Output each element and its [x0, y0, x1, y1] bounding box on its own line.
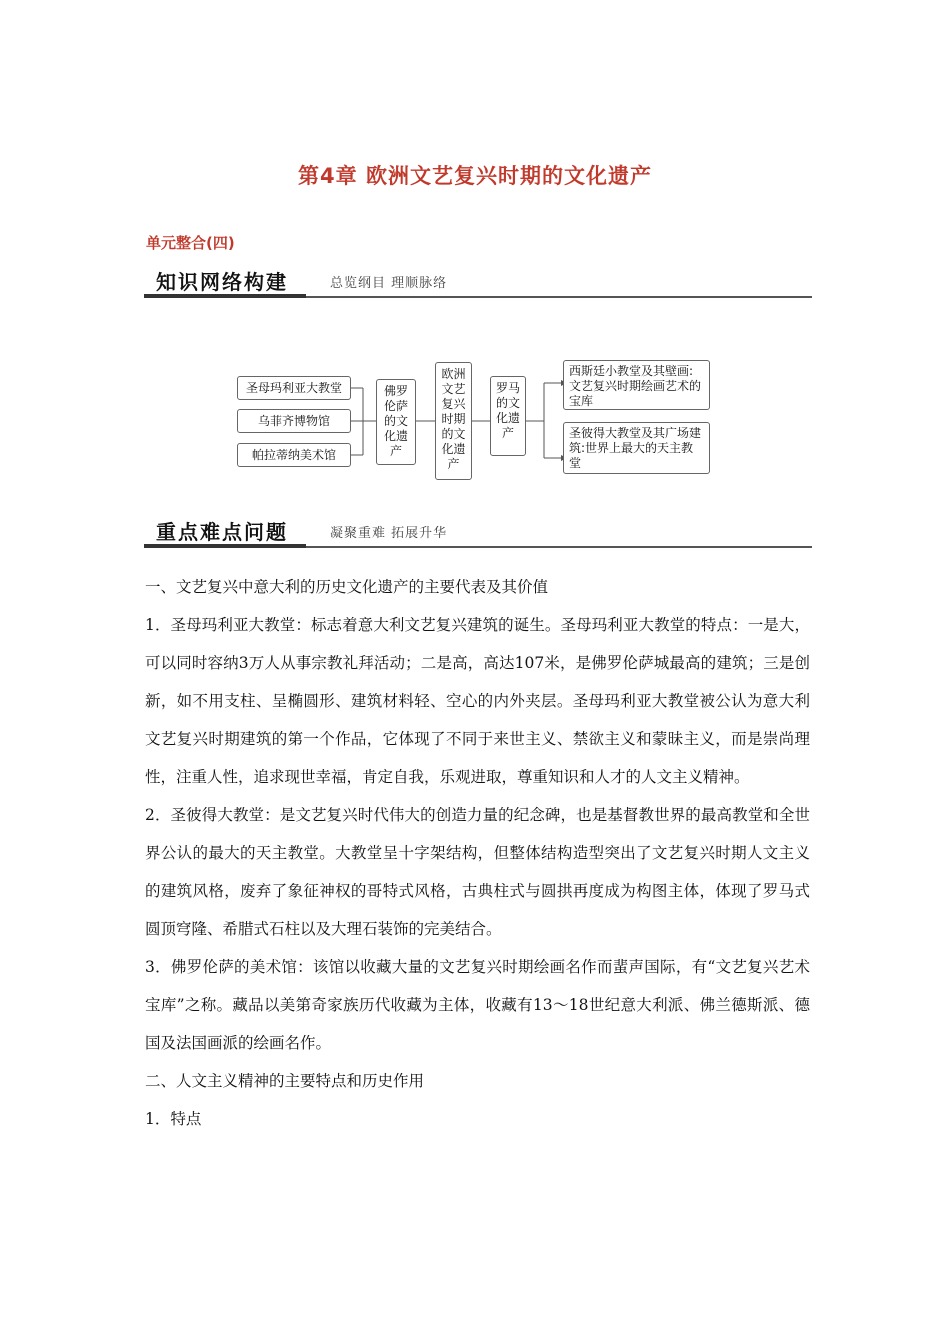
section-header-title: 重点难点问题 — [156, 520, 288, 544]
diagram-node-uffizi: 乌菲齐博物馆 — [237, 409, 351, 433]
diagram-node-rome: 罗马的文化遗产 — [490, 376, 526, 456]
diagram-node-st-peter: 圣彼得大教堂及其广场建筑:世界上最大的天主教堂 — [563, 422, 710, 474]
section-header-subtitle: 凝聚重难 拓展升华 — [330, 526, 448, 541]
heading-one: 一、文艺复兴中意大利的历史文化遗产的主要代表及其价值 — [145, 578, 549, 596]
diagram-node-sistine: 西斯廷小教堂及其壁画:文艺复兴时期绘画艺术的宝库 — [563, 360, 710, 410]
subheading-features: 1．特点 — [145, 1110, 202, 1128]
paragraph-santa-maria: 1．圣母玛利亚大教堂：标志着意大利文艺复兴建筑的诞生。圣母玛利亚大教堂的特点：一是大，可以同时容纳3万人从事宗教礼拜活动；二是高，高达107米，是佛罗伦萨城最高的建筑；三是创新，如不用支柱、呈椭圆形、建筑材料轻、空心的内外夹层。圣母玛利亚大教堂被公认为意大利文艺复兴时期建筑的第一个作品，它体现了不同于来世主义、禁欲主义和蒙昧主义，而是崇尚理性，注重人性，追求现世幸福，肯定自我，乐观进取，尊重知识和人才的人文主义精神。 — [145, 616, 810, 786]
heading-two: 二、人文主义精神的主要特点和历史作用 — [145, 1072, 425, 1090]
paragraph-florence-gallery: 3．佛罗伦萨的美术馆：该馆以收藏大量的文艺复兴时期绘画名作而蜚声国际，有“文艺复兴艺术宝库”之称。藏品以美第奇家族历代收藏为主体，收藏有13～18世纪意大利派、佛兰德斯派、德国及法国画派的绘画名作。 — [145, 958, 810, 1052]
paragraph-st-peter: 2．圣彼得大教堂：是文艺复兴时代伟大的创造力量的纪念碑，也是基督教世界的最高教堂和全世界公认的最大的天主教堂。大教堂呈十字架结构，但整体结构造型突出了文艺复兴时期人文主义的建筑风格，废弃了象征神权的哥特式风格，古典柱式与圆拱再度成为构图主体，体现了罗马式圆顶穹隆、希腊式石柱以及大理石装饰的完美结合。 — [145, 806, 810, 938]
section-header-title: 知识网络构建 — [156, 270, 288, 294]
diagram-node-florence: 佛罗伦萨的文化遗产 — [376, 379, 416, 465]
diagram-node-santa-maria: 圣母玛利亚大教堂 — [237, 376, 351, 400]
chapter-title: 第4章 欧洲文艺复兴时期的文化遗产 — [298, 164, 652, 188]
section-header-knowledge-network — [144, 266, 812, 298]
body-text — [145, 568, 810, 1138]
unit-title: 单元整合(四) — [146, 234, 235, 252]
diagram-node-center: 欧洲文艺复兴时期的文化遗产 — [435, 362, 472, 480]
section-header-subtitle: 总览纲目 理顺脉络 — [330, 276, 448, 291]
diagram-node-palatina: 帕拉蒂纳美术馆 — [237, 443, 351, 467]
section-header-key-issues — [144, 516, 812, 548]
